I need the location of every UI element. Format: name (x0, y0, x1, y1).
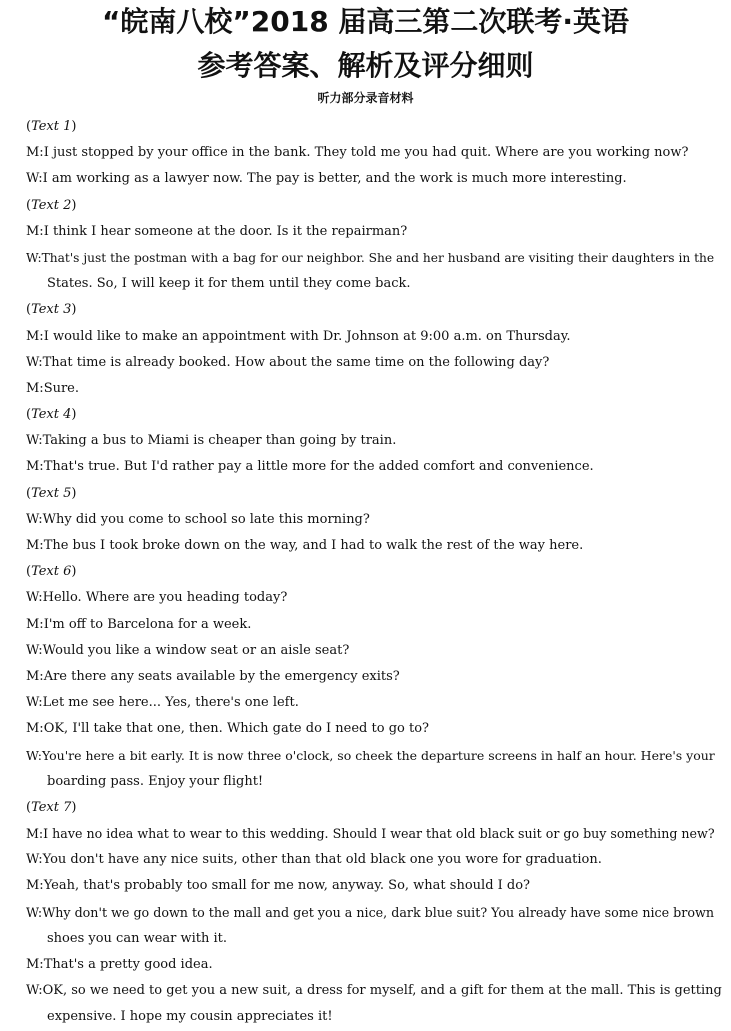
section-heading: 听力部分录音材料 (317, 91, 414, 105)
dialogue-line: W:Why did you come to school so late this morning? (26, 511, 370, 527)
document-title: “皖南八校”2018 届高三第二次联考·英语 (101, 5, 630, 38)
document-subtitle: 参考答案、解析及评分细则 (197, 49, 534, 82)
text-section-label: (Text 4) (26, 407, 77, 423)
dialogue-continuation: boarding pass. Enjoy your flight! (47, 773, 264, 789)
dialogue-line: M:Sure. (26, 380, 80, 396)
dialogue-line: M:I think I hear someone at the door. Is it the repairman? (26, 223, 408, 239)
text-section-label: (Text 6) (26, 564, 77, 580)
dialogue-line: M:Are there any seats available by the emergency exits? (26, 668, 400, 684)
dialogue-line: W:Would you like a window seat or an aisle seat? (26, 642, 350, 658)
dialogue-line: M:I would like to make an appointment with Dr. Johnson at 9:00 a.m. on Thursday. (26, 328, 571, 344)
dialogue-line: M:The bus I took broke down on the way, and I had to walk the rest of the way here. (26, 538, 584, 553)
text-section-label: (Text 2) (26, 197, 77, 213)
dialogue-line: M:That's true. But I'd rather pay a little more for the added comfort and convenience. (26, 459, 594, 475)
text-section-label: (Text 7) (26, 799, 77, 815)
dialogue-line: M:That's a pretty good idea. (26, 957, 213, 972)
text-section-label: (Text 3) (26, 302, 77, 318)
dialogue-line: W:Hello. Where are you heading today? (26, 590, 288, 606)
dialogue-line: W:You don't have any nice suits, other than that old black one you wore for graduation. (26, 852, 602, 868)
dialogue-line: W:Let me see here... Yes, there's one left. (26, 695, 299, 711)
dialogue-line: M:I have no idea what to wear to this wedding. Should I wear that old black suit or go buy something new? (26, 826, 715, 842)
dialogue-line: W:That's just the postman with a bag for our neighbor. She and her husband are visiting their daughters in the (26, 250, 715, 265)
dialogue-line: W:I am working as a lawyer now. The pay is better, and the work is much more interesting. (26, 171, 627, 187)
dialogue-line: M:Yeah, that's probably too small for me now, anyway. So, what should I do? (26, 878, 531, 894)
dialogue-line: W:Taking a bus to Miami is cheaper than going by train. (26, 433, 397, 449)
dialogue-line: M:I just stopped by your office in the bank. They told me you had quit. Where are you working now? (26, 145, 689, 161)
dialogue-line: M:I'm off to Barcelona for a week. (26, 616, 252, 632)
dialogue-continuation: shoes you can wear with it. (47, 930, 228, 946)
dialogue-line: W:You're here a bit early. It is now three o'clock, so cheek the departure screens in half an hour. Here's your (26, 747, 715, 763)
dialogue-line: W:Why don't we go down to the mall and get you a nice, dark blue suit? You already have some nice brown (26, 904, 714, 920)
dialogue-line: W:OK, so we need to get you a new suit, a dress for myself, and a gift for them at the mall. This is getting (26, 983, 722, 999)
transcript-body (26, 114, 722, 1031)
text-section-label: (Text 1) (26, 119, 77, 134)
dialogue-line: W:That time is already booked. How about the same time on the following day? (26, 354, 550, 370)
dialogue-continuation: States. So, I will keep it for them until they come back. (47, 276, 411, 292)
dialogue-line: M:OK, I'll take that one, then. Which gate do I need to go to? (26, 721, 429, 737)
text-section-label: (Text 5) (26, 485, 77, 501)
dialogue-continuation: expensive. I hope my cousin appreciates it! (47, 1009, 333, 1025)
